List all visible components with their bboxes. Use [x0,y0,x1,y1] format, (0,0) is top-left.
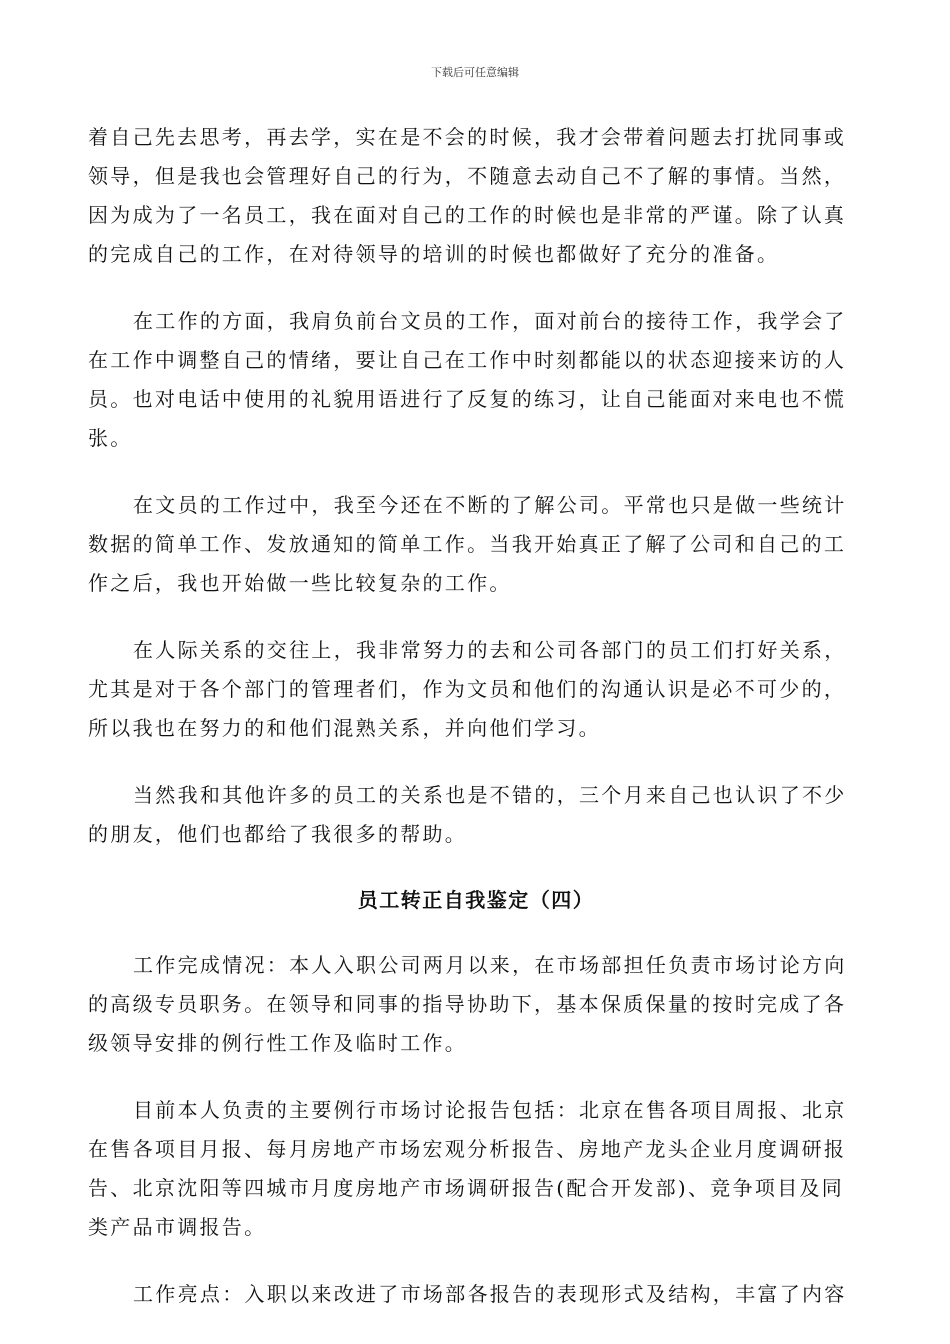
paragraph [88,1091,864,1247]
paragraph [88,486,864,603]
text-line: 在工作中调整自己的情绪，要让自己在工作中时刻都能以的状态迎接来访的人 [88,348,847,372]
paragraph [88,776,864,854]
text-line: 告、北京沈阳等四城市月度房地产市场调研报告(配合开发部)、竞争项目及同 [88,1176,845,1200]
text-line: 尤其是对于各个部门的管理者们，作为文员和他们的沟通认识是必不可少的， [88,677,847,701]
text-line: 数据的简单工作、发放通知的简单工作。当我开始真正了解了公司和自己的工 [88,532,847,556]
text-line: 级领导安排的例行性工作及临时工作。 [88,1031,468,1055]
text-line: 领导，但是我也会管理好自己的行为，不随意去动自己不了解的事情。当然， [88,164,847,188]
text-line: 在人际关系的交往上，我非常努力的去和公司各部门的员工们打好关系， [133,638,847,662]
text-line: 在售各项目月报、每月房地产市场宏观分析报告、房地产龙头企业月度调研报 [88,1137,847,1161]
text-line: 工作亮点：入职以来改进了市场部各报告的表现形式及结构，丰富了内容 [133,1282,847,1306]
text-line: 类产品市调报告。 [88,1215,267,1239]
text-line: 目前本人负责的主要例行市场讨论报告包括：北京在售各项目周报、北京 [133,1098,847,1122]
text-line: 在工作的方面，我肩负前台文员的工作，面对前台的接待工作，我学会了 [133,309,847,333]
paragraph [88,946,864,1063]
text-line: 的朋友，他们也都给了我很多的帮助。 [88,822,468,846]
paragraph [88,1275,864,1314]
document-body [88,118,864,1342]
page-header: 下载后可任意编辑 [431,66,519,79]
paragraph [88,302,864,458]
text-line: 因为成为了一名员工，我在面对自己的工作的时候也是非常的严谨。除了认真 [88,203,847,227]
paragraph [88,118,864,274]
text-line: 作之后，我也开始做一些比较复杂的工作。 [88,571,512,595]
text-line: 在文员的工作过中，我至今还在不断的了解公司。平常也只是做一些统计 [133,493,847,517]
section-heading: 员工转正自我鉴定（四） [357,888,595,912]
paragraph [88,631,864,748]
text-line: 工作完成情况：本人入职公司两月以来，在市场部担任负责市场讨论方向 [133,953,847,977]
text-line: 的完成自己的工作，在对待领导的培训的时候也都做好了充分的准备。 [88,242,780,266]
text-line: 所以我也在努力的和他们混熟关系，并向他们学习。 [88,716,601,740]
text-line: 的高级专员职务。在领导和同事的指导协助下，基本保质保量的按时完成了各 [88,992,847,1016]
text-line: 着自己先去思考，再去学，实在是不会的时候，我才会带着问题去打扰同事或 [88,125,847,149]
text-line: 员。也对电话中使用的礼貌用语进行了反复的练习，让自己能面对来电也不慌 [88,387,847,411]
text-line: 当然我和其他许多的员工的关系也是不错的，三个月来自己也认识了不少 [133,783,847,807]
text-line: 张。 [88,426,133,450]
